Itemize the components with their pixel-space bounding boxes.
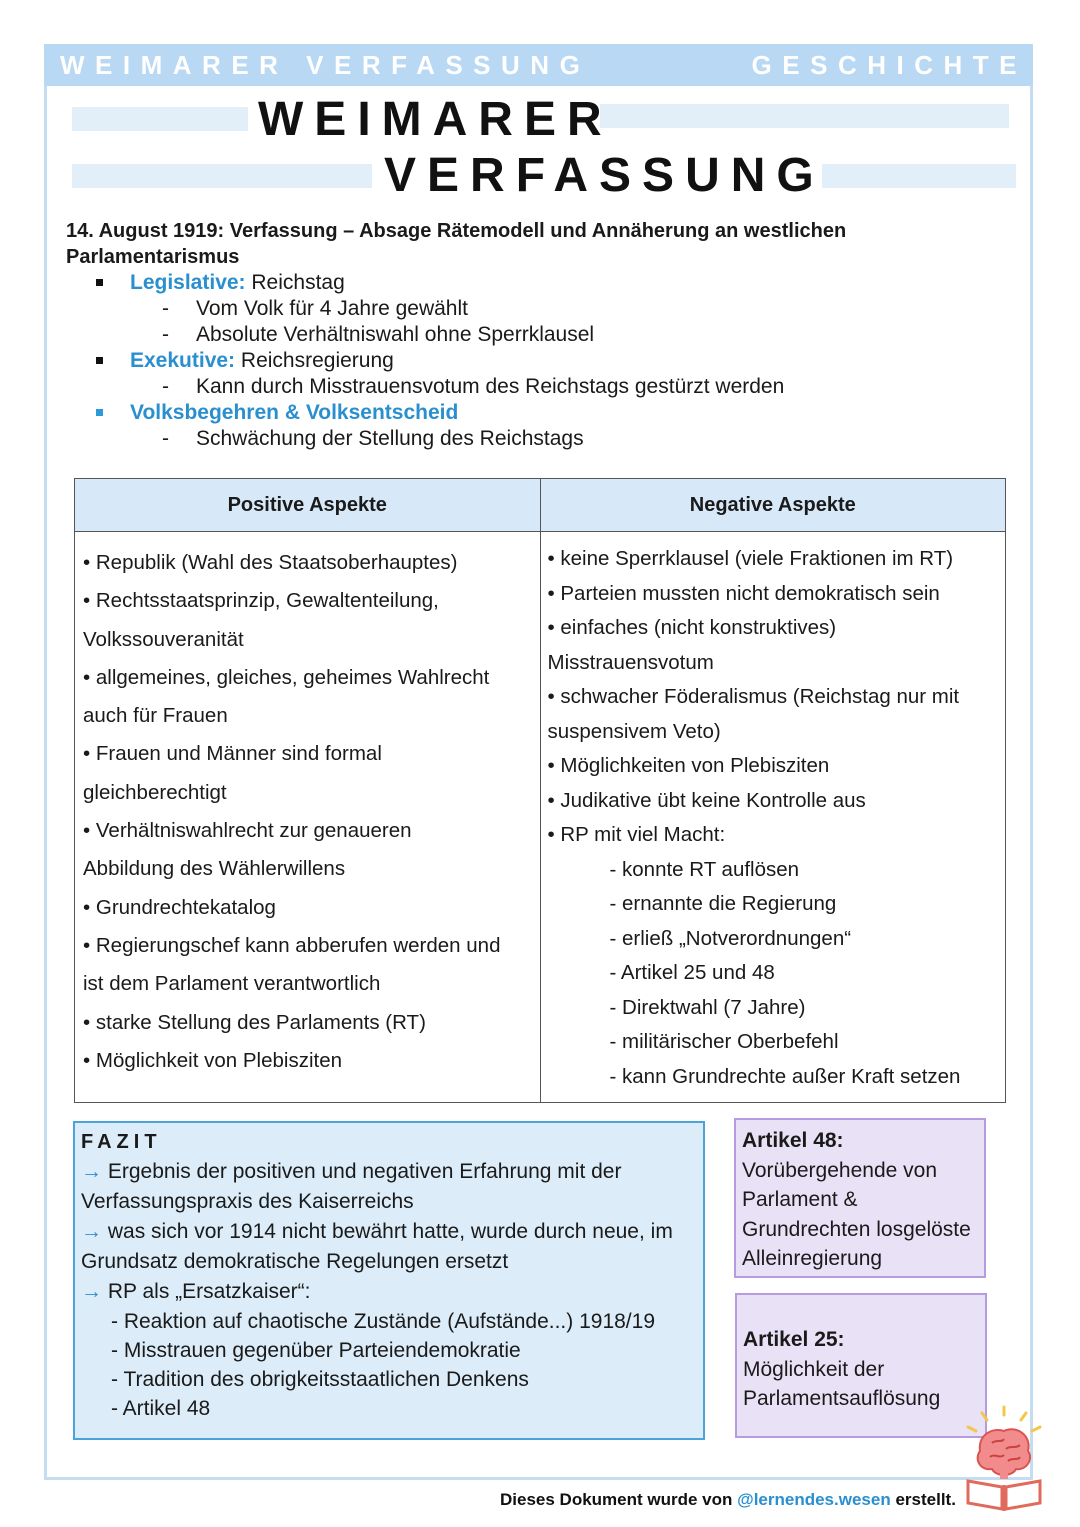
positive-header: Positive Aspekte [75,479,541,532]
plebiscite-label: Volksbegehren & Volksentscheid [130,401,459,424]
arrow-right-icon: → [81,1220,102,1243]
square-bullet-icon [96,409,103,416]
title-decoration [72,164,372,188]
positive-aspect-line: • Verhältniswahlrecht zur genaueren [83,819,412,843]
positive-aspect-line: • Regierungschef kann abberufen werden und [83,933,501,957]
fazit-subitem: - Reaktion auf chaotische Zustände (Aufstände...) 1918/19 [111,1310,656,1333]
positive-aspect-line: • Rechtsstaatsprinzip, Gewaltenteilung, [83,589,439,613]
header-topic: WEIMARER VERFASSUNG [60,50,591,80]
negative-aspect-line: Misstrauensvotum [547,650,714,674]
title-decoration [822,164,1016,188]
rp-power-subitem: - Direktwahl (7 Jahre) [609,995,806,1019]
outline-item-legislative [66,270,966,296]
positive-aspect-line: • starke Stellung des Parlaments (RT) [83,1010,426,1034]
outline-item-executive [66,348,966,374]
positive-aspect-line: • Republik (Wahl des Staatsoberhauptes) [83,551,458,574]
rp-power-subitem: - konnte RT auflösen [609,857,800,881]
outline-subitem: - Kann durch Misstrauensvotum des Reichstags gestürzt werden [162,375,785,398]
positive-aspect-line: • Möglichkeit von Plebisziten [83,1048,342,1072]
rp-power-subitem: - kann Grundrechte außer Kraft setzen [609,1064,961,1088]
brain-book-icon [962,1405,1046,1513]
square-bullet-icon [96,357,103,364]
negative-header: Negative Aspekte [540,479,1006,532]
aspects-table [74,478,1006,1103]
outline-item-plebiscite [66,400,966,426]
negative-aspect-line: suspensivem Veto) [547,719,721,743]
positive-aspect-line: auch für Frauen [83,704,228,728]
header-subject: GESCHICHTE [751,50,1027,80]
executive-label: Exekutive: [130,349,236,372]
positive-aspect-line: ist dem Parlament verantwortlich [83,972,381,996]
rp-power-subitem: - Artikel 25 und 48 [609,961,775,984]
negative-cell [540,532,1006,1103]
rp-power-subitem: - erließ „Notverordnungen“ [609,926,852,950]
positive-aspect-line: • Grundrechtekatalog [83,895,276,919]
outline-subitem: - Schwächung der Stellung des Reichstags [162,427,584,450]
fazit-title: FAZIT [81,1131,162,1153]
arrow-right-icon: → [81,1280,102,1303]
structure-outline [66,270,966,452]
negative-aspect-line: • einfaches (nicht konstruktives) [547,616,837,639]
negative-aspect-line: • Möglichkeiten von Plebisziten [547,754,830,777]
article-25-title: Artikel 25: [743,1328,845,1351]
positive-aspect-line: gleichberechtigt [83,780,227,804]
fazit-subitem: - Tradition des obrigkeitsstaatlichen Denkens [111,1368,529,1391]
negative-aspect-line: • keine Sperrklausel (viele Fraktionen im RT) [547,547,954,570]
page-title-line2: VERFASSUNG [384,149,825,202]
header-bar [44,44,1033,86]
fazit-subitem: - Misstrauen gegenüber Parteiendemokratie [111,1339,521,1362]
article-48-box: Artikel 48: Vorübergehende von Parlament & Grundrechten losgelöste Alleinregierung [734,1118,986,1278]
outline-subitem: - Vom Volk für 4 Jahre gewählt [162,297,468,320]
fazit-subitem: - Artikel 48 [111,1397,211,1420]
title-decoration [72,107,248,131]
arrow-right-icon: → [81,1160,102,1183]
title-decoration [600,104,1009,128]
fazit-box: FAZIT → Ergebnis der positiven und negativen Erfahrung mit der Verfassungspraxis des Kaiserreichs → was sich vor 1914 nicht bewährt hatte, wurde durch neue, im Grundsatz demokratische Regelungen ersetzt → RP als „Ersatzkaiser“: - Reaktion auf chaotische Zustände (Aufstände...) 1918/19 - Misstrauen gegenüber Parteiendemokratie - Tradition des obrigkeitsstaatlichen Denkens - Artikel 48 [73,1121,705,1440]
negative-aspect-line: • RP mit viel Macht: [547,823,726,846]
positive-cell [75,532,541,1103]
author-handle-link[interactable]: @lernendes.wesen [737,1490,891,1509]
positive-aspect-line: • allgemeines, gleiches, geheimes Wahlrecht [83,665,490,689]
square-bullet-icon [96,279,103,286]
rp-power-subitem: - militärischer Oberbefehl [609,1030,839,1053]
article-25-box: Artikel 25: Möglichkeit der Parlamentsauflösung [735,1293,987,1438]
executive-value: Reichsregierung [240,349,394,372]
legislative-value: Reichstag [251,271,345,294]
positive-aspect-line: • Frauen und Männer sind formal [83,742,382,766]
positive-aspect-line: Volkssouveranität [83,627,244,651]
page-title-line1: WEIMARER [258,93,613,146]
negative-aspect-line: • schwacher Föderalismus (Reichstag nur mit [547,685,960,708]
negative-aspect-line: • Parteien mussten nicht demokratisch sein [547,581,940,605]
negative-aspect-line: • Judikative übt keine Kontrolle aus [547,788,866,812]
footer-credit: Dieses Dokument wurde von @lernendes.wesen erstellt. [500,1490,956,1509]
article-48-title: Artikel 48: [742,1129,844,1152]
legislative-label: Legislative: [130,271,246,294]
intro-text: 14. August 1919: Verfassung – Absage Rätemodell und Annäherung an westlichen Parlamentarismus [66,220,847,268]
rp-power-subitem: - ernannte die Regierung [609,892,837,915]
positive-aspect-line: Abbildung des Wählerwillens [83,857,346,881]
outline-subitem: - Absolute Verhältniswahl ohne Sperrklausel [162,323,595,346]
